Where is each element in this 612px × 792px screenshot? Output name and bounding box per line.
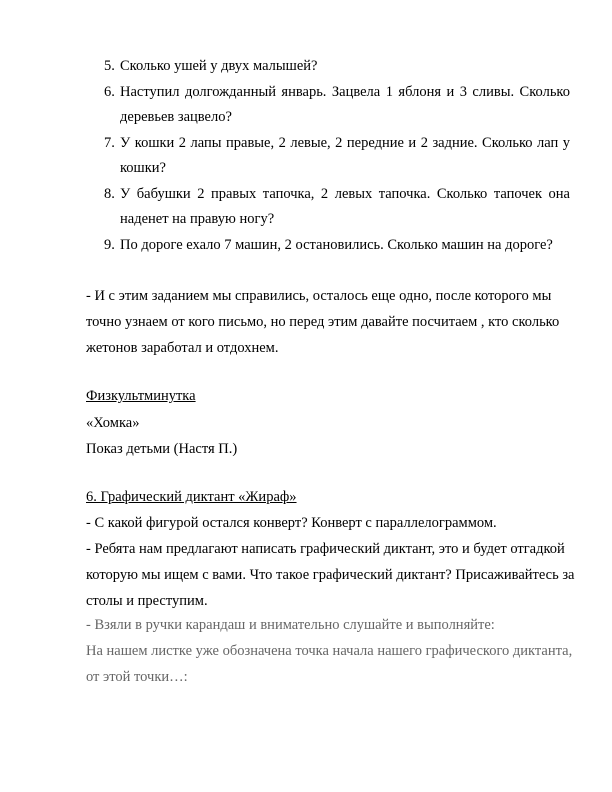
item-number: 5. (104, 58, 115, 74)
section-heading-fizminutka: Физкультминутка (86, 388, 196, 404)
item-text: У кошки 2 лапы правые, 2 левые, 2 передние и 2 задние. Сколько лап у кошки? (120, 135, 570, 176)
paragraph: - С какой фигурой остался конверт? Конверт с параллелограммом. (86, 515, 497, 531)
paragraph: - И с этим заданием мы справились, осталось еще одно, после которого мы точно узнаем от кого письмо, но перед этим давайте посчитаем , кто сколько жетонов заработал и отдохнем. (86, 288, 560, 356)
list-item (86, 233, 570, 258)
item-text: Наступил долгожданный январь. Зацвела 1 яблоня и 3 сливы. Сколько деревьев зацвело? (120, 84, 570, 125)
item-text: У бабушки 2 правых тапочка, 2 левых тапочка. Сколько тапочек она наденет на правую ногу? (120, 186, 570, 227)
paragraph: На нашем листке уже обозначена точка начала нашего графического диктанта, от этой точки…: (86, 643, 573, 685)
question-list (86, 54, 570, 259)
paragraph: - Ребята нам предлагают написать графический диктант, это и будет отгадкой которую мы ищем с вами. Что такое графический диктант? Присаживайтесь за столы и преступим. (86, 541, 575, 609)
section-heading-dictation: 6. Графический диктант «Жираф» (86, 489, 297, 505)
item-text: Сколько ушей у двух малышей? (120, 58, 318, 74)
list-item (86, 131, 570, 181)
item-text: По дороге ехало 7 машин, 2 остановились. Сколько машин на дороге? (120, 237, 553, 253)
exercise-shown-by: Показ детьми (Настя П.) (86, 441, 238, 457)
item-number: 8. (104, 186, 115, 202)
item-number: 9. (104, 237, 115, 253)
list-item (86, 182, 570, 232)
item-number: 6. (104, 84, 115, 100)
exercise-name: «Хомка» (86, 415, 140, 431)
list-item (86, 54, 570, 79)
paragraph: - Взяли в ручки карандаш и внимательно слушайте и выполняйте: (86, 617, 495, 633)
list-item (86, 80, 570, 130)
item-number: 7. (104, 135, 115, 151)
